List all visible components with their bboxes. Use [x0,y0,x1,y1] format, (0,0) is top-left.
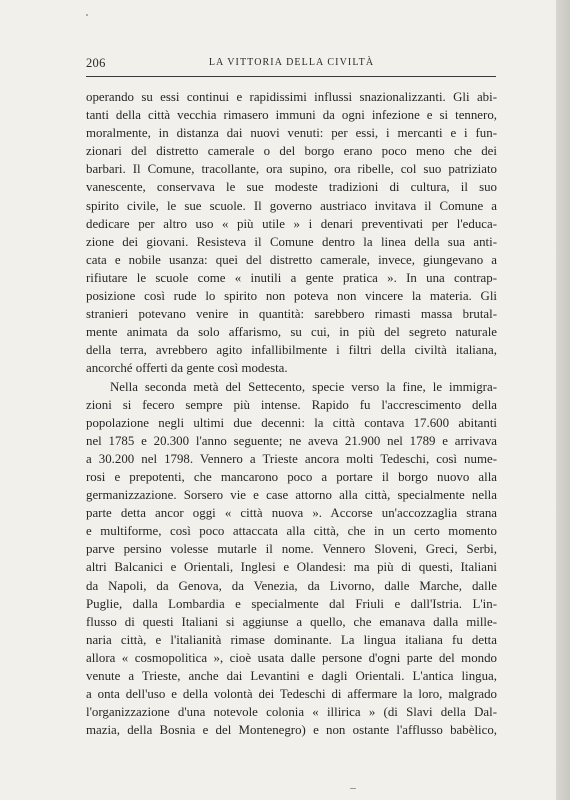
text-line: parve persino volesse mutarle il nome. Vennero Sloveni, Greci, Serbi, [86,542,497,557]
paragraph [86,378,497,740]
speck [350,788,356,789]
text-line: allora « cosmopolitica », cioè usata dalle persone d'ogni parte del mondo [86,650,497,665]
text-line: Nella seconda metà del Settecento, specie verso la fine, le immigra- [110,379,497,394]
text-line: dedicare per altro uso « più utile » i denari preventivati per l'educa- [86,216,497,231]
header-rule [86,76,496,77]
text-line: barbari. Il Comune, tracollante, ora supino, ora ribelle, col suo patriziato [86,162,497,177]
text-line: mazia, della Bosnia e del Montenegro) e non ostante l'afflusso babèlico, [86,723,497,738]
text-line: moralmente, in distanza dai nuovi venuti: per essi, i mercanti e i fun- [86,126,497,141]
text-line: a 30.200 nel 1798. Vennero a Trieste ancora molti Tedeschi, così nume- [86,451,497,466]
text-line: posizione così rude lo spirito non poteva non vincere la materia. Gli [86,289,497,304]
text-line: popolazione negli ultimi due decenni: la città contava 17.600 abitanti [86,415,497,430]
text-line: Puglie, dalla Lombardia e specialmente dal Friuli e dall'Istria. L'in- [86,596,497,611]
text-line: rosi e prepotenti, che mancarono poco a portare il borgo nuovo alla [86,469,497,484]
text-line: spirito civile, le sue scuole. Il governo austriaco invitava il Comune a [86,198,497,213]
text-line: vanescente, conservava le sue modeste tradizioni di cultura, il suo [86,180,497,195]
text-line: zioni si fecero sempre più intense. Rapido fu l'accrescimento della [86,397,497,412]
text-line: altri Balcanici e Orientali, Inglesi e Olandesi: ma più di questi, Italiani [86,560,497,575]
text-line: operando su essi continui e rapidissimi influssi snazionalizzanti. Gli abi- [86,90,497,104]
text-line: naria città, e l'italianità rimase dominante. La lingua italiana fu detta [86,632,497,647]
page-number: 206 [86,56,106,70]
text-line: da Napoli, da Genova, da Venezia, da Livorno, dalle Marche, dalle [86,578,497,593]
text-line: zione dei giovani. Resisteva il Comune dentro la linea della sua anti- [86,234,497,249]
text-line: parte detta ancor oggi « città nuova ». Accorse un'accozzaglia strana [86,506,497,521]
text-line: e multiforme, così poco attaccata alla città, che in un certo momento [86,524,497,539]
page-header [86,56,497,72]
page-edge [556,0,570,800]
text-line: cata e nobile usanza: quei del distretto camerale, invece, giungevano a [86,252,497,267]
text-line: flusso di questi Italiani si aggiunse a quello, che emanava dalla mille- [86,614,497,629]
text-line: stranieri potevano venire in quantità: sarebbero rimasti massa brutal- [86,307,497,322]
text-line: a onta dell'uso e della volontà dei Tedeschi di affermare la loro, malgrado [86,687,497,702]
text-line: mente animata da solo affarismo, su cui, in più del segreto naturale [86,325,497,340]
text-line: rifiutare le scuole come « inutili a gente pratica ». In una contrap- [86,270,497,285]
running-title: LA VITTORIA DELLA CIVILTÀ [208,57,375,68]
speck [86,14,88,16]
text-line: l'organizzazione d'una notevole colonia « illirica » (di Slavi della Dal- [86,705,497,720]
text-line: nel 1785 e 20.300 l'anno seguente; ne aveva 21.900 nel 1789 e arrivava [86,433,497,448]
text-line: germanizzazione. Sorsero vie e case attorno alla città, specialmente nella [86,488,497,503]
text-line: tanti della città vecchia rimasero immuni da ogni infezione e si tennero, [86,108,497,123]
paragraph [86,88,497,378]
body-text [86,88,497,739]
text-line: della terra, avrebbero agito infallibilmente i filtri della civiltà italiana, [86,343,497,358]
text-line: zionari del distretto camerale o del borgo erano poco meno che dei [86,144,497,159]
text-line: venute a Trieste, anche dai Levantini e dagli Orientali. L'antica lingua, [86,669,497,683]
text-line: ancorché offerti da gente così modesta. [86,361,288,376]
